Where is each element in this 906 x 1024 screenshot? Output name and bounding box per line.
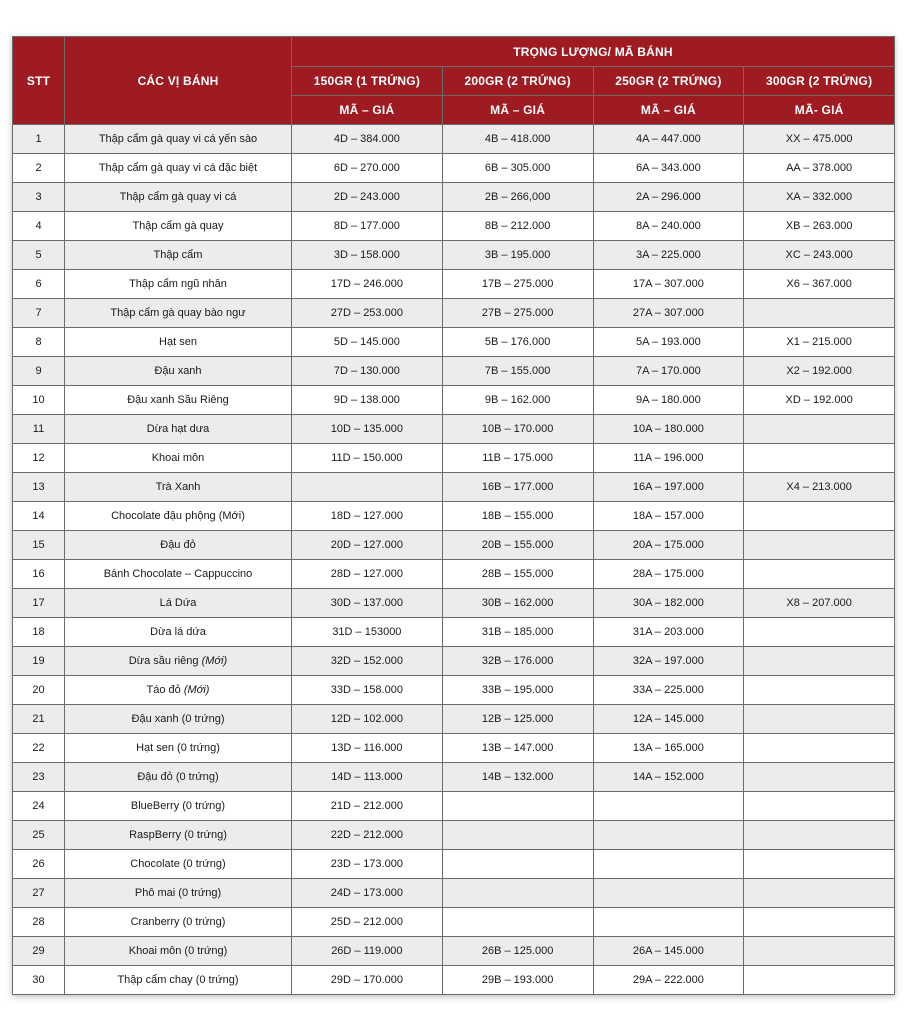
row-price-250: 14A – 152.000 (593, 763, 744, 792)
row-flavor-name (65, 705, 292, 734)
row-price-250: 18A – 157.000 (593, 502, 744, 531)
row-price-300 (744, 618, 895, 647)
row-flavor-name (65, 270, 292, 299)
table-row (13, 241, 895, 270)
flavor-name-text: RaspBerry (0 trứng) (129, 829, 227, 841)
row-price-250: 17A – 307.000 (593, 270, 744, 299)
row-price-200: 32B – 176.000 (442, 647, 593, 676)
row-price-200 (442, 850, 593, 879)
row-price-300: XX – 475.000 (744, 125, 895, 154)
row-stt: 14 (13, 502, 65, 531)
row-price-150: 22D – 212.000 (292, 821, 443, 850)
row-price-200: 30B – 162.000 (442, 589, 593, 618)
table-row (13, 502, 895, 531)
row-stt: 25 (13, 821, 65, 850)
row-price-150: 30D – 137.000 (292, 589, 443, 618)
row-flavor-name (65, 125, 292, 154)
flavor-name-text: Hạt sen (0 trứng) (136, 742, 220, 754)
table-row (13, 734, 895, 763)
row-price-150: 9D – 138.000 (292, 386, 443, 415)
row-price-200: 29B – 193.000 (442, 966, 593, 995)
row-price-300 (744, 415, 895, 444)
table-row (13, 937, 895, 966)
row-price-250: 33A – 225.000 (593, 676, 744, 705)
row-price-250: 26A – 145.000 (593, 937, 744, 966)
table-row (13, 879, 895, 908)
flavor-name-text: Dừa sầu riêng (128, 655, 199, 667)
row-price-300 (744, 531, 895, 560)
new-tag: (Mới) (183, 684, 210, 696)
row-flavor-name (65, 531, 292, 560)
row-flavor-name (65, 183, 292, 212)
row-price-300 (744, 444, 895, 473)
row-price-250: 4A – 447.000 (593, 125, 744, 154)
table-row (13, 473, 895, 502)
row-price-250: 11A – 196.000 (593, 444, 744, 473)
table-row (13, 357, 895, 386)
row-price-150: 8D – 177.000 (292, 212, 443, 241)
header-weight-300: 300GR (2 TRỨNG) (744, 67, 895, 96)
header-code-price-250: MÃ – GIÁ (593, 96, 744, 125)
row-price-250 (593, 879, 744, 908)
table-row (13, 908, 895, 937)
row-flavor-name (65, 415, 292, 444)
row-price-250 (593, 908, 744, 937)
flavor-name-text: Cranberry (0 trứng) (130, 916, 226, 928)
row-price-150: 6D – 270.000 (292, 154, 443, 183)
price-table-container (12, 36, 894, 995)
row-flavor-name (65, 212, 292, 241)
row-price-150: 13D – 116.000 (292, 734, 443, 763)
table-row (13, 125, 895, 154)
row-flavor-name (65, 357, 292, 386)
row-price-250: 13A – 165.000 (593, 734, 744, 763)
row-stt: 15 (13, 531, 65, 560)
row-price-250: 27A – 307.000 (593, 299, 744, 328)
row-price-250: 32A – 197.000 (593, 647, 744, 676)
row-price-250 (593, 792, 744, 821)
flavor-name-text: Dừa lá dứa (150, 626, 206, 638)
row-price-300: X2 – 192.000 (744, 357, 895, 386)
row-flavor-name (65, 763, 292, 792)
row-price-300 (744, 937, 895, 966)
flavor-name-text: Táo đỏ (146, 684, 181, 696)
row-flavor-name (65, 821, 292, 850)
row-flavor-name (65, 647, 292, 676)
row-stt: 3 (13, 183, 65, 212)
row-flavor-name (65, 908, 292, 937)
row-price-200: 13B – 147.000 (442, 734, 593, 763)
row-price-150: 27D – 253.000 (292, 299, 443, 328)
flavor-name-text: Chocolate (0 trứng) (130, 858, 226, 870)
row-stt: 17 (13, 589, 65, 618)
flavor-name-text: Thập cẩm gà quay bào ngư (110, 307, 246, 319)
row-stt: 22 (13, 734, 65, 763)
row-price-150: 28D – 127.000 (292, 560, 443, 589)
row-price-300 (744, 792, 895, 821)
table-row (13, 212, 895, 241)
row-stt: 8 (13, 328, 65, 357)
flavor-name-text: Thập cẩm gà quay vi cá (119, 191, 237, 203)
flavor-name-text: Chocolate đậu phộng (Mới) (111, 510, 245, 522)
row-price-150: 18D – 127.000 (292, 502, 443, 531)
row-stt: 5 (13, 241, 65, 270)
row-flavor-name (65, 473, 292, 502)
row-stt: 16 (13, 560, 65, 589)
header-weight-250: 250GR (2 TRỨNG) (593, 67, 744, 96)
row-price-150: 21D – 212.000 (292, 792, 443, 821)
row-flavor-name (65, 502, 292, 531)
row-stt: 19 (13, 647, 65, 676)
row-price-250 (593, 850, 744, 879)
table-row (13, 821, 895, 850)
table-row (13, 299, 895, 328)
row-price-150: 5D – 145.000 (292, 328, 443, 357)
row-flavor-name (65, 966, 292, 995)
row-stt: 21 (13, 705, 65, 734)
row-price-200: 17B – 275.000 (442, 270, 593, 299)
row-price-300: X4 – 213.000 (744, 473, 895, 502)
row-stt: 4 (13, 212, 65, 241)
row-stt: 2 (13, 154, 65, 183)
row-price-200: 33B – 195.000 (442, 676, 593, 705)
row-price-300 (744, 879, 895, 908)
row-price-200: 3B – 195.000 (442, 241, 593, 270)
row-price-200: 18B – 155.000 (442, 502, 593, 531)
row-price-150: 7D – 130.000 (292, 357, 443, 386)
row-price-250: 5A – 193.000 (593, 328, 744, 357)
row-price-200: 5B – 176.000 (442, 328, 593, 357)
row-flavor-name (65, 792, 292, 821)
row-price-150: 26D – 119.000 (292, 937, 443, 966)
row-stt: 11 (13, 415, 65, 444)
row-price-150: 4D – 384.000 (292, 125, 443, 154)
row-price-300 (744, 821, 895, 850)
row-stt: 12 (13, 444, 65, 473)
flavor-name-text: Thập cẩm (153, 249, 203, 261)
row-price-300 (744, 676, 895, 705)
row-price-200 (442, 879, 593, 908)
row-price-150: 10D – 135.000 (292, 415, 443, 444)
row-price-200: 14B – 132.000 (442, 763, 593, 792)
row-stt: 13 (13, 473, 65, 502)
row-flavor-name (65, 879, 292, 908)
row-flavor-name (65, 328, 292, 357)
flavor-name-text: Khoai môn (0 trứng) (128, 945, 228, 957)
new-tag: (Mới) (201, 655, 228, 667)
row-price-300: XD – 192.000 (744, 386, 895, 415)
row-price-300 (744, 502, 895, 531)
table-row (13, 531, 895, 560)
row-price-300: X1 – 215.000 (744, 328, 895, 357)
row-stt: 1 (13, 125, 65, 154)
row-price-200: 2B – 266,000 (442, 183, 593, 212)
header-code-price-150: MÃ – GIÁ (292, 96, 443, 125)
row-flavor-name (65, 734, 292, 763)
row-price-200: 26B – 125.000 (442, 937, 593, 966)
row-price-150: 24D – 173.000 (292, 879, 443, 908)
table-row (13, 676, 895, 705)
flavor-name-text: Đậu xanh (154, 365, 202, 377)
row-stt: 20 (13, 676, 65, 705)
row-price-200: 12B – 125.000 (442, 705, 593, 734)
row-price-250: 29A – 222.000 (593, 966, 744, 995)
row-price-300 (744, 705, 895, 734)
table-row (13, 270, 895, 299)
row-price-200 (442, 821, 593, 850)
row-flavor-name (65, 386, 292, 415)
table-row (13, 792, 895, 821)
header-weight-150: 150GR (1 TRỨNG) (292, 67, 443, 96)
flavor-name-text: Trà Xanh (155, 481, 201, 493)
row-price-200 (442, 792, 593, 821)
row-price-250: 28A – 175.000 (593, 560, 744, 589)
row-price-200: 16B – 177.000 (442, 473, 593, 502)
table-row (13, 183, 895, 212)
row-stt: 23 (13, 763, 65, 792)
row-price-150: 3D – 158.000 (292, 241, 443, 270)
row-price-150: 33D – 158.000 (292, 676, 443, 705)
row-price-250: 3A – 225.000 (593, 241, 744, 270)
flavor-name-text: Bánh Chocolate – Cappuccino (103, 568, 253, 580)
row-price-300 (744, 647, 895, 676)
table-row (13, 444, 895, 473)
row-price-250: 10A – 180.000 (593, 415, 744, 444)
row-price-250: 16A – 197.000 (593, 473, 744, 502)
row-price-300: X8 – 207.000 (744, 589, 895, 618)
row-price-250: 12A – 145.000 (593, 705, 744, 734)
header-stt: STT (13, 37, 65, 125)
row-price-150: 17D – 246.000 (292, 270, 443, 299)
row-flavor-name (65, 241, 292, 270)
row-stt: 27 (13, 879, 65, 908)
row-price-150: 32D – 152.000 (292, 647, 443, 676)
flavor-name-text: Thập cẩm ngũ nhân (129, 278, 227, 290)
row-stt: 30 (13, 966, 65, 995)
table-row (13, 415, 895, 444)
row-stt: 10 (13, 386, 65, 415)
row-price-150: 12D – 102.000 (292, 705, 443, 734)
row-stt: 6 (13, 270, 65, 299)
flavor-name-text: Đậu xanh (0 trứng) (131, 713, 225, 725)
flavor-name-text: Dừa hạt dưa (146, 423, 210, 435)
table-row (13, 328, 895, 357)
table-header (13, 37, 895, 125)
row-price-150: 25D – 212.000 (292, 908, 443, 937)
row-flavor-name (65, 676, 292, 705)
row-price-200: 4B – 418.000 (442, 125, 593, 154)
row-price-150: 31D – 153000 (292, 618, 443, 647)
row-price-150: 11D – 150.000 (292, 444, 443, 473)
flavor-name-text: Đậu xanh Sầu Riêng (127, 394, 229, 406)
flavor-name-text: Hạt sen (159, 336, 197, 348)
row-price-200 (442, 908, 593, 937)
row-price-300: AA – 378.000 (744, 154, 895, 183)
row-price-200: 28B – 155.000 (442, 560, 593, 589)
row-price-300 (744, 560, 895, 589)
header-flavor: CÁC VỊ BÁNH (65, 37, 292, 125)
table-body (13, 125, 895, 995)
row-price-300 (744, 908, 895, 937)
flavor-name-text: Đậu đỏ (160, 539, 196, 551)
row-price-250: 8A – 240.000 (593, 212, 744, 241)
table-row (13, 589, 895, 618)
table-row (13, 647, 895, 676)
row-price-300: XA – 332.000 (744, 183, 895, 212)
row-price-250: 20A – 175.000 (593, 531, 744, 560)
row-price-250: 6A – 343.000 (593, 154, 744, 183)
mooncake-price-table (12, 36, 895, 995)
table-row (13, 850, 895, 879)
row-price-200: 9B – 162.000 (442, 386, 593, 415)
row-flavor-name (65, 850, 292, 879)
row-stt: 29 (13, 937, 65, 966)
header-weight-group: TRỌNG LƯỢNG/ MÃ BÁNH (292, 37, 895, 67)
flavor-name-text: Lá Dứa (159, 597, 197, 609)
flavor-name-text: Thập cẩm gà quay vi cá yến sào (98, 133, 258, 145)
row-price-250: 9A – 180.000 (593, 386, 744, 415)
row-stt: 9 (13, 357, 65, 386)
row-price-150 (292, 473, 443, 502)
row-price-300 (744, 734, 895, 763)
table-row (13, 966, 895, 995)
row-flavor-name (65, 937, 292, 966)
row-flavor-name (65, 444, 292, 473)
header-code-price-200: MÃ – GIÁ (442, 96, 593, 125)
row-price-150: 23D – 173.000 (292, 850, 443, 879)
flavor-name-text: Khoai môn (151, 452, 205, 464)
row-stt: 18 (13, 618, 65, 647)
row-price-250: 31A – 203.000 (593, 618, 744, 647)
row-stt: 7 (13, 299, 65, 328)
row-price-250 (593, 821, 744, 850)
table-row (13, 763, 895, 792)
row-price-150: 29D – 170.000 (292, 966, 443, 995)
header-code-price-300: MÃ- GIÁ (744, 96, 895, 125)
row-price-250: 30A – 182.000 (593, 589, 744, 618)
row-price-300 (744, 763, 895, 792)
row-flavor-name (65, 560, 292, 589)
row-price-300 (744, 299, 895, 328)
row-price-200: 11B – 175.000 (442, 444, 593, 473)
table-row (13, 618, 895, 647)
flavor-name-text: Thập cẩm chay (0 trứng) (117, 974, 239, 986)
row-price-250: 2A – 296.000 (593, 183, 744, 212)
row-price-250: 7A – 170.000 (593, 357, 744, 386)
header-weight-200: 200GR (2 TRỨNG) (442, 67, 593, 96)
table-row (13, 154, 895, 183)
table-row (13, 386, 895, 415)
row-flavor-name (65, 589, 292, 618)
flavor-name-text: Thập cẩm gà quay vi cá đặc biệt (98, 162, 258, 174)
row-price-150: 14D – 113.000 (292, 763, 443, 792)
row-price-300: XC – 243.000 (744, 241, 895, 270)
flavor-name-text: Đậu đỏ (0 trứng) (137, 771, 219, 783)
row-price-200: 7B – 155.000 (442, 357, 593, 386)
row-price-200: 31B – 185.000 (442, 618, 593, 647)
flavor-name-text: Thập cẩm gà quay (132, 220, 224, 232)
row-price-200: 27B – 275.000 (442, 299, 593, 328)
row-price-300: XB – 263.000 (744, 212, 895, 241)
row-price-200: 8B – 212.000 (442, 212, 593, 241)
flavor-name-text: Phô mai (0 trứng) (134, 887, 222, 899)
row-flavor-name (65, 154, 292, 183)
row-price-150: 2D – 243.000 (292, 183, 443, 212)
row-price-200: 6B – 305.000 (442, 154, 593, 183)
row-flavor-name (65, 299, 292, 328)
table-row (13, 560, 895, 589)
row-price-150: 20D – 127.000 (292, 531, 443, 560)
row-price-300 (744, 850, 895, 879)
table-row (13, 705, 895, 734)
row-price-300: X6 – 367.000 (744, 270, 895, 299)
row-price-300 (744, 966, 895, 995)
row-price-200: 20B – 155.000 (442, 531, 593, 560)
row-stt: 28 (13, 908, 65, 937)
row-flavor-name (65, 618, 292, 647)
row-stt: 26 (13, 850, 65, 879)
row-stt: 24 (13, 792, 65, 821)
row-price-200: 10B – 170.000 (442, 415, 593, 444)
flavor-name-text: BlueBerry (0 trứng) (130, 800, 226, 812)
